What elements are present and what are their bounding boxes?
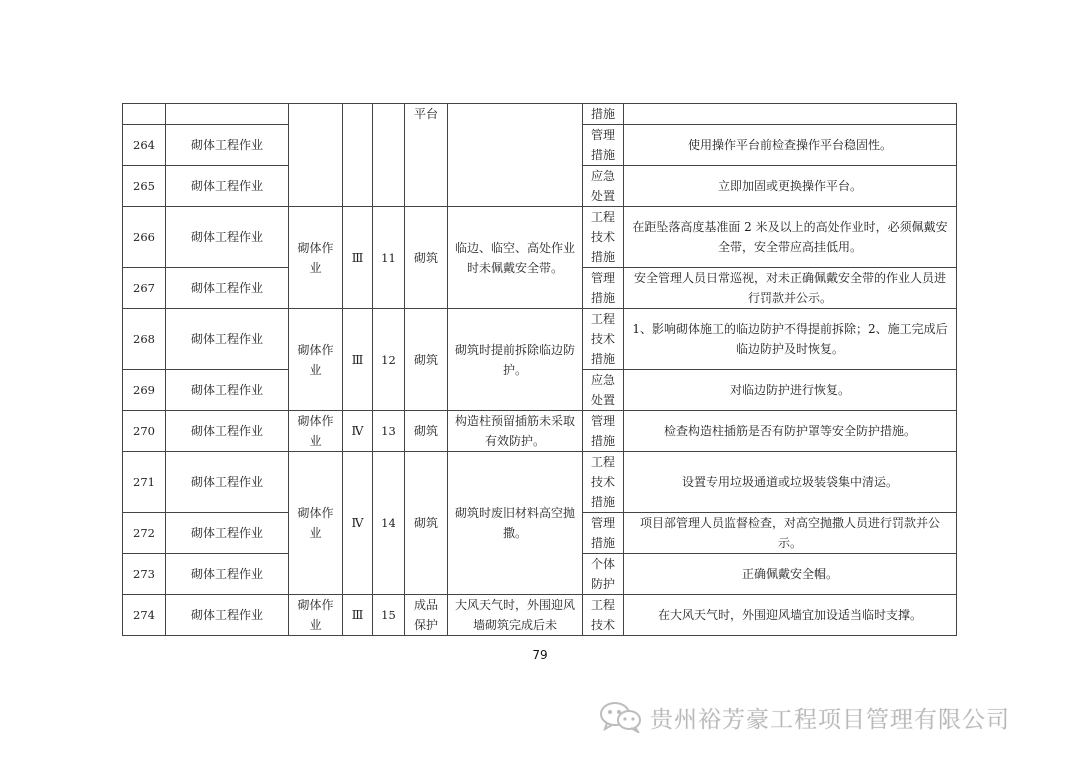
cell-name: 砌体工程作业: [166, 554, 289, 595]
cell-measure: 设置专用垃圾通道或垃圾装袋集中清运。: [624, 452, 957, 513]
cell-no: 269: [123, 370, 166, 411]
cell-name: 砌体工程作业: [166, 166, 289, 207]
cell-object: 砌筑: [405, 452, 448, 595]
cell-category: 工程技术措施: [583, 452, 624, 513]
cell-hazard: [448, 104, 583, 207]
cell-hazard: 临边、临空、高处作业时未佩戴安全带。: [448, 207, 583, 309]
cell-seq: 15: [373, 595, 405, 636]
cell-no: 274: [123, 595, 166, 636]
cell-category: 工程技术: [583, 595, 624, 636]
cell-level: Ⅳ: [343, 411, 373, 452]
wechat-icon: [598, 701, 644, 733]
cell-object: 砌筑: [405, 411, 448, 452]
cell-no: 268: [123, 309, 166, 370]
cell-name: 砌体工程作业: [166, 125, 289, 166]
cell-category: 措施: [583, 104, 624, 125]
cell-category: 管理措施: [583, 411, 624, 452]
cell-object: 平台: [405, 104, 448, 207]
cell-name: [166, 104, 289, 125]
cell-object: 成品保护: [405, 595, 448, 636]
cell-category: 工程技术措施: [583, 309, 624, 370]
cell-type: 砌体作业: [289, 452, 343, 595]
cell-category: 管理措施: [583, 268, 624, 309]
cell-no: 265: [123, 166, 166, 207]
cell-measure: 在距坠落高度基准面 2 米及以上的高处作业时，必须佩戴安全带，安全带应高挂低用。: [624, 207, 957, 268]
table-row: [123, 411, 957, 452]
page-number: 79: [532, 648, 548, 662]
cell-name: 砌体工程作业: [166, 595, 289, 636]
cell-object: 砌筑: [405, 207, 448, 309]
cell-hazard: 构造柱预留插筋未采取有效防护。: [448, 411, 583, 452]
table-row: [123, 309, 957, 370]
cell-type: 砌体作业: [289, 309, 343, 411]
cell-hazard: 砌筑时废旧材料高空抛撒。: [448, 452, 583, 595]
cell-name: 砌体工程作业: [166, 452, 289, 513]
risk-control-table: [122, 103, 957, 636]
cell-no: 271: [123, 452, 166, 513]
cell-seq: [373, 104, 405, 207]
cell-no: 266: [123, 207, 166, 268]
cell-type: 砌体作业: [289, 411, 343, 452]
cell-category: 工程技术措施: [583, 207, 624, 268]
cell-measure: 立即加固或更换操作平台。: [624, 166, 957, 207]
cell-type: [289, 104, 343, 207]
cell-measure: 使用操作平台前检查操作平台稳固性。: [624, 125, 957, 166]
cell-object: 砌筑: [405, 309, 448, 411]
table-row: [123, 452, 957, 513]
cell-category: 应急处置: [583, 166, 624, 207]
cell-category: 管理措施: [583, 125, 624, 166]
cell-category: 个体防护: [583, 554, 624, 595]
cell-measure: 正确佩戴安全帽。: [624, 554, 957, 595]
cell-no: 264: [123, 125, 166, 166]
cell-measure: 对临边防护进行恢复。: [624, 370, 957, 411]
cell-level: Ⅲ: [343, 207, 373, 309]
risk-control-table-container: [122, 103, 956, 636]
cell-measure: 项目部管理人员监督检查，对高空抛撒人员进行罚款并公示。: [624, 513, 957, 554]
cell-name: 砌体工程作业: [166, 268, 289, 309]
watermark: [598, 700, 1010, 734]
cell-seq: 11: [373, 207, 405, 309]
table-row: [123, 595, 957, 636]
cell-measure: 安全管理人员日常巡视，对未正确佩戴安全带的作业人员进行罚款并公示。: [624, 268, 957, 309]
cell-measure: 1、影响砌体施工的临边防护不得提前拆除；2、施工完成后临边防护及时恢复。: [624, 309, 957, 370]
cell-no: 267: [123, 268, 166, 309]
cell-hazard: 砌筑时提前拆除临边防护。: [448, 309, 583, 411]
cell-no: 273: [123, 554, 166, 595]
cell-level: [343, 104, 373, 207]
cell-no: [123, 104, 166, 125]
cell-no: 272: [123, 513, 166, 554]
table-row: [123, 104, 957, 125]
cell-level: Ⅲ: [343, 309, 373, 411]
cell-name: 砌体工程作业: [166, 411, 289, 452]
cell-measure: [624, 104, 957, 125]
cell-type: 砌体作业: [289, 595, 343, 636]
cell-seq: 14: [373, 452, 405, 595]
cell-name: 砌体工程作业: [166, 207, 289, 268]
cell-category: 管理措施: [583, 513, 624, 554]
cell-no: 270: [123, 411, 166, 452]
cell-name: 砌体工程作业: [166, 513, 289, 554]
cell-seq: 13: [373, 411, 405, 452]
cell-category: 应急处置: [583, 370, 624, 411]
cell-measure: 检查构造柱插筋是否有防护罩等安全防护措施。: [624, 411, 957, 452]
cell-level: Ⅳ: [343, 452, 373, 595]
cell-hazard: 大风天气时，外围迎风墙砌筑完成后未: [448, 595, 583, 636]
cell-name: 砌体工程作业: [166, 309, 289, 370]
cell-measure: 在大风天气时，外围迎风墙宜加设适当临时支撑。: [624, 595, 957, 636]
table-row: [123, 207, 957, 268]
cell-seq: 12: [373, 309, 405, 411]
cell-name: 砌体工程作业: [166, 370, 289, 411]
watermark-text: 贵州裕芳豪工程项目管理有限公司: [650, 706, 1010, 733]
cell-type: 砌体作业: [289, 207, 343, 309]
cell-level: Ⅲ: [343, 595, 373, 636]
